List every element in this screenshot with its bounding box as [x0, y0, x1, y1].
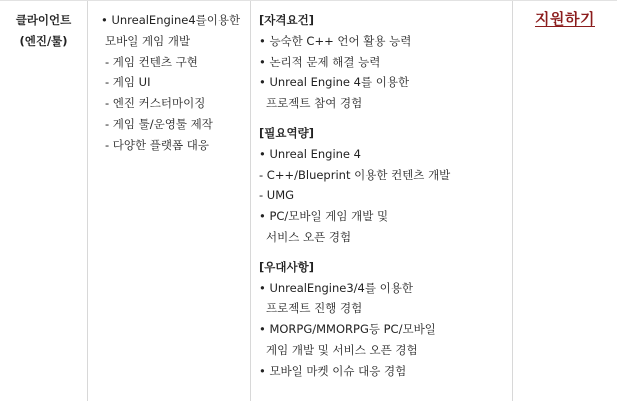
position-title-line1: 클라이언트	[15, 13, 72, 27]
qualification-line: 프로젝트 참여 경험	[266, 96, 363, 111]
competency-line: • Unreal Engine 4	[259, 146, 361, 161]
qualification-line: • Unreal Engine 4를 이용한	[259, 75, 410, 90]
qualifications-section	[259, 10, 512, 114]
apply-cell	[513, 1, 617, 401]
qualifications-heading: [자격요건]	[259, 13, 314, 27]
preferred-line: • UnrealEngine3/4를 이용한	[259, 280, 413, 295]
preferred-line: 프로젝트 진행 경험	[266, 301, 363, 316]
preferred-line: 게임 개발 및 서비스 오픈 경험	[266, 342, 418, 357]
position-title-line2: (엔진/툴)	[19, 34, 68, 48]
task-line: 모바일 게임 개발	[105, 33, 191, 48]
task-line: - 게임 UI	[105, 75, 151, 90]
task-line: - 엔진 커스터마이징	[105, 96, 206, 111]
tasks-cell	[88, 1, 251, 401]
qualification-line: • 논리적 문제 해결 능력	[259, 54, 381, 69]
competencies-heading: [필요역량]	[259, 125, 314, 140]
task-line: - 게임 툴/운영툴 제작	[105, 116, 213, 131]
preferred-heading: [우대사항]	[259, 259, 314, 274]
qualification-line: • 능숙한 C++ 언어 활용 능력	[259, 33, 412, 48]
task-line: • UnrealEngine4를이용한	[101, 13, 241, 27]
competency-line: - C++/Blueprint 이용한 컨텐츠 개발	[259, 167, 451, 182]
preferred-line: • 모바일 마켓 이슈 대응 경험	[259, 363, 407, 378]
competencies-section	[259, 123, 512, 248]
competency-line: - UMG	[259, 188, 295, 203]
competency-line: 서비스 오픈 경험	[266, 229, 352, 244]
task-line: - 다양한 플랫폼 대응	[105, 137, 209, 152]
preferred-line: • MORPG/MMORPG등 PC/모바일	[259, 322, 436, 337]
position-title-cell	[0, 1, 88, 401]
preferred-section	[259, 257, 512, 382]
requirements-cell	[251, 1, 513, 401]
apply-link[interactable]: 지원하기	[535, 10, 595, 28]
competency-line: • PC/모바일 게임 개발 및	[259, 209, 389, 224]
task-line: - 게임 컨텐츠 구현	[105, 54, 198, 69]
